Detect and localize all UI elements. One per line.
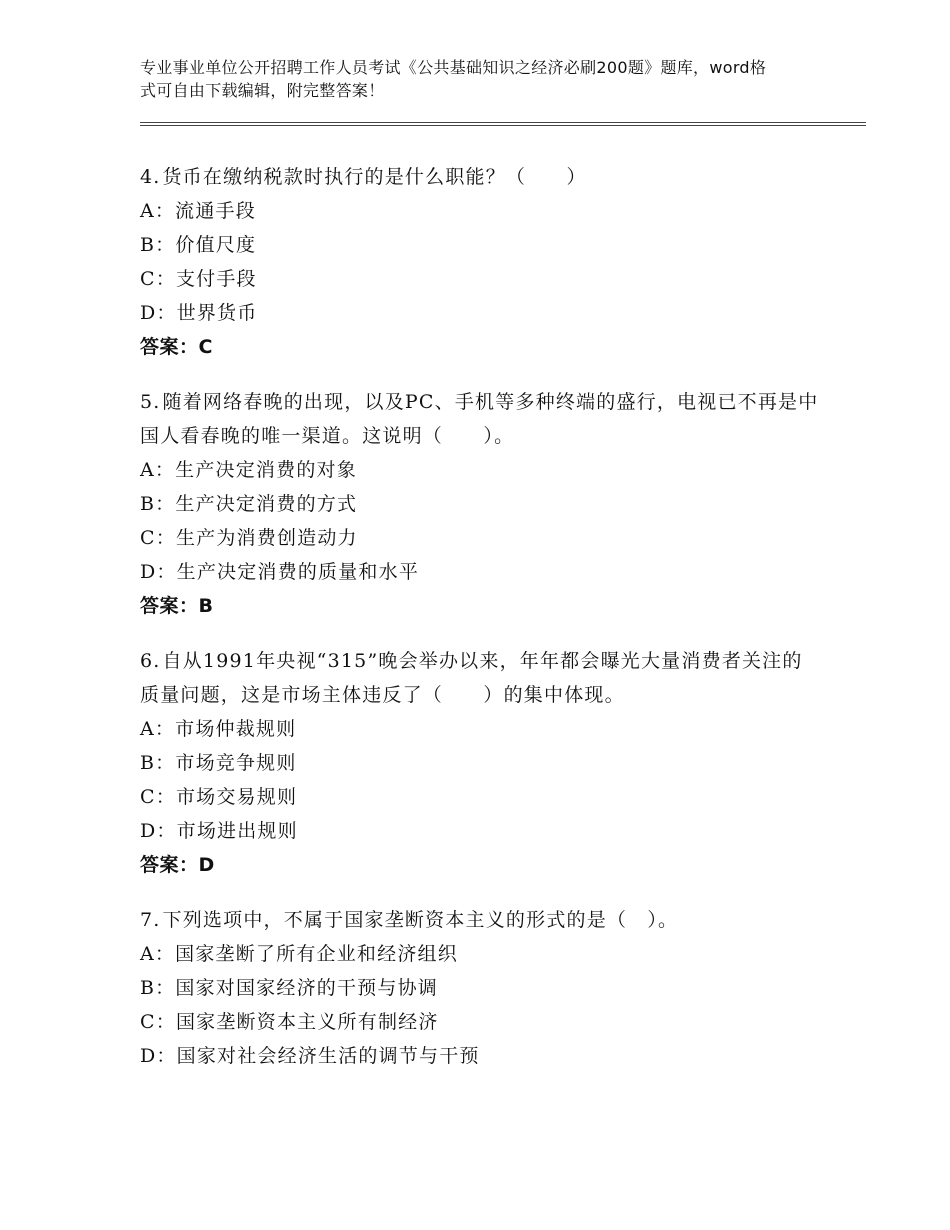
- option-b: B：价值尺度: [140, 234, 257, 256]
- answer-line: 答案：B: [140, 595, 214, 617]
- question-stem: 下列选项中，不属于国家垄断资本主义的形式的是（ ）。: [162, 909, 679, 931]
- option-c: C：支付手段: [140, 268, 257, 290]
- answer-line: 答案：C: [140, 336, 213, 358]
- document-header: 专业事业单位公开招聘工作人员考试《公共基础知识之经济必刷200题》题库，word格式可自由下载编辑，附完整答案！: [140, 58, 767, 100]
- question-stem: 随着网络春晚的出现，以及PC、手机等多种终端的盛行，电视已不再是中国人看春晚的唯一渠道。这说明（ ）。: [140, 391, 819, 447]
- option-a: A：生产决定消费的对象: [140, 459, 357, 481]
- option-b: B：市场竞争规则: [140, 752, 297, 774]
- question-text: [140, 903, 820, 937]
- option-d: D：国家对社会经济生活的调节与干预: [140, 1045, 480, 1067]
- question-number: 6.: [140, 650, 161, 672]
- question-7: [140, 903, 820, 1073]
- question-4: [140, 160, 820, 364]
- question-stem: 货币在缴纳税款时执行的是什么职能？（ ）: [162, 166, 587, 188]
- question-text: [140, 385, 820, 453]
- question-number: 4.: [140, 166, 161, 188]
- option-b: B：生产决定消费的方式: [140, 493, 358, 515]
- question-6: [140, 644, 820, 882]
- option-c: C：市场交易规则: [140, 786, 298, 808]
- question-text: [140, 160, 820, 194]
- option-b: B：国家对国家经济的干预与协调: [140, 977, 438, 999]
- option-d: D：世界货币: [140, 302, 258, 324]
- option-d: D：生产决定消费的质量和水平: [140, 561, 420, 583]
- option-c: C：国家垄断资本主义所有制经济: [140, 1011, 439, 1033]
- question-stem: 自从1991年央视“315”晚会举办以来，年年都会曝光大量消费者关注的质量问题，这是市场主体违反了（ ）的集中体现。: [140, 650, 803, 706]
- header-divider-bottom: [140, 125, 866, 126]
- option-c: C：生产为消费创造动力: [140, 527, 358, 549]
- question-list: [140, 160, 820, 1094]
- option-a: A：流通手段: [140, 200, 256, 222]
- header-divider-top: [140, 122, 866, 123]
- question-number: 7.: [140, 909, 161, 931]
- question-5: [140, 385, 820, 623]
- option-a: A：市场仲裁规则: [140, 718, 297, 740]
- question-text: [140, 644, 820, 712]
- option-d: D：市场进出规则: [140, 820, 298, 842]
- question-number: 5.: [140, 391, 161, 413]
- option-a: A：国家垄断了所有企业和经济组织: [140, 943, 458, 965]
- answer-line: 答案：D: [140, 854, 215, 876]
